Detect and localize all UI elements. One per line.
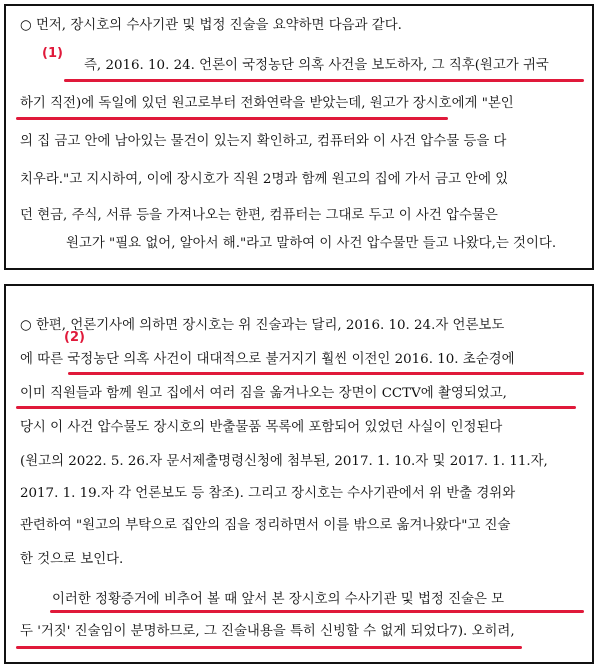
panel2-line-1: ○ 한편, 언론기사에 의하면 장시호는 위 진술과는 달리, 2016. 10. 24.자 언론보도 xyxy=(20,318,505,333)
panel1-line-1: ○ 먼저, 장시호의 수사기관 및 법정 진술을 요약하면 다음과 같다. xyxy=(20,18,402,33)
marker-2: (2) xyxy=(64,330,85,345)
panel1-line-5: 치우라."고 지시하여, 이에 장시호가 직원 2명과 함께 원고의 집에 가서 금고 안에 있 xyxy=(20,172,509,187)
panel1-line-7: 원고가 "필요 없어, 알아서 해."라고 말하여 이 사건 압수물만 들고 나왔다,는 것이다. xyxy=(66,236,557,251)
panel2-line-7: 관련하여 "원고의 부탁으로 집안의 짐을 정리하면서 이를 밖으로 옮겨나왔다"고 진술 xyxy=(20,518,511,533)
news-evidence-panel xyxy=(4,284,594,664)
panel1-line-4: 의 집 금고 안에 남아있는 물건이 있는지 확인하고, 컴퓨터와 이 사건 압수물 등을 다 xyxy=(20,134,507,149)
panel2-line-5: (원고의 2022. 5. 26.자 문서제출명령신청에 첨부된, 2017. 1. 10.자 및 2017. 1. 11.자, xyxy=(20,454,548,469)
panel2-line-3: 이미 직원들과 함께 원고 집에서 여러 짐을 옮겨나오는 장면이 CCTV에 촬영되었고, xyxy=(20,386,507,401)
highlight-underline xyxy=(50,610,584,613)
panel1-line-6: 던 현금, 주식, 서류 등을 가져나오는 한편, 컴퓨터는 그대로 두고 이 사건 압수물은 xyxy=(20,208,498,223)
marker-1: (1) xyxy=(42,46,63,61)
highlight-underline xyxy=(64,79,584,82)
panel2-line-8: 한 것으로 보인다. xyxy=(20,552,124,567)
highlight-underline xyxy=(16,646,522,649)
panel2-line-10: 두 '거짓' 진술임이 분명하므로, 그 진술내용을 특히 신빙할 수 없게 되었다7). 오히려, xyxy=(20,624,515,639)
statement-summary-panel xyxy=(4,4,594,270)
panel2-line-4: 당시 이 사건 압수물도 장시호의 반출물품 목록에 포함되어 있었던 사실이 인정된다 xyxy=(20,420,503,435)
panel2-line-6: 2017. 1. 19.자 각 언론보도 등 참조). 그리고 장시호는 수사기관에서 위 반출 경위와 xyxy=(20,486,516,501)
panel1-line-2: 즉, 2016. 10. 24. 언론이 국정농단 의혹 사건을 보도하자, 그 직후(원고가 귀국 xyxy=(84,58,549,73)
highlight-underline xyxy=(68,372,584,375)
panel2-line-2: 에 따른 국정농단 의혹 사건이 대대적으로 불거지기 훨씬 이전인 2016. 10. 초순경에 xyxy=(20,352,515,367)
panel2-line-9: 이러한 정황증거에 비추어 볼 때 앞서 본 장시호의 수사기관 및 법정 진술은 모 xyxy=(52,592,505,607)
panel1-line-3: 하기 직전)에 독일에 있던 원고로부터 전화연락을 받았는데, 원고가 장시호에게 "본인 xyxy=(20,96,514,111)
highlight-underline xyxy=(16,406,576,409)
highlight-underline xyxy=(16,117,448,120)
